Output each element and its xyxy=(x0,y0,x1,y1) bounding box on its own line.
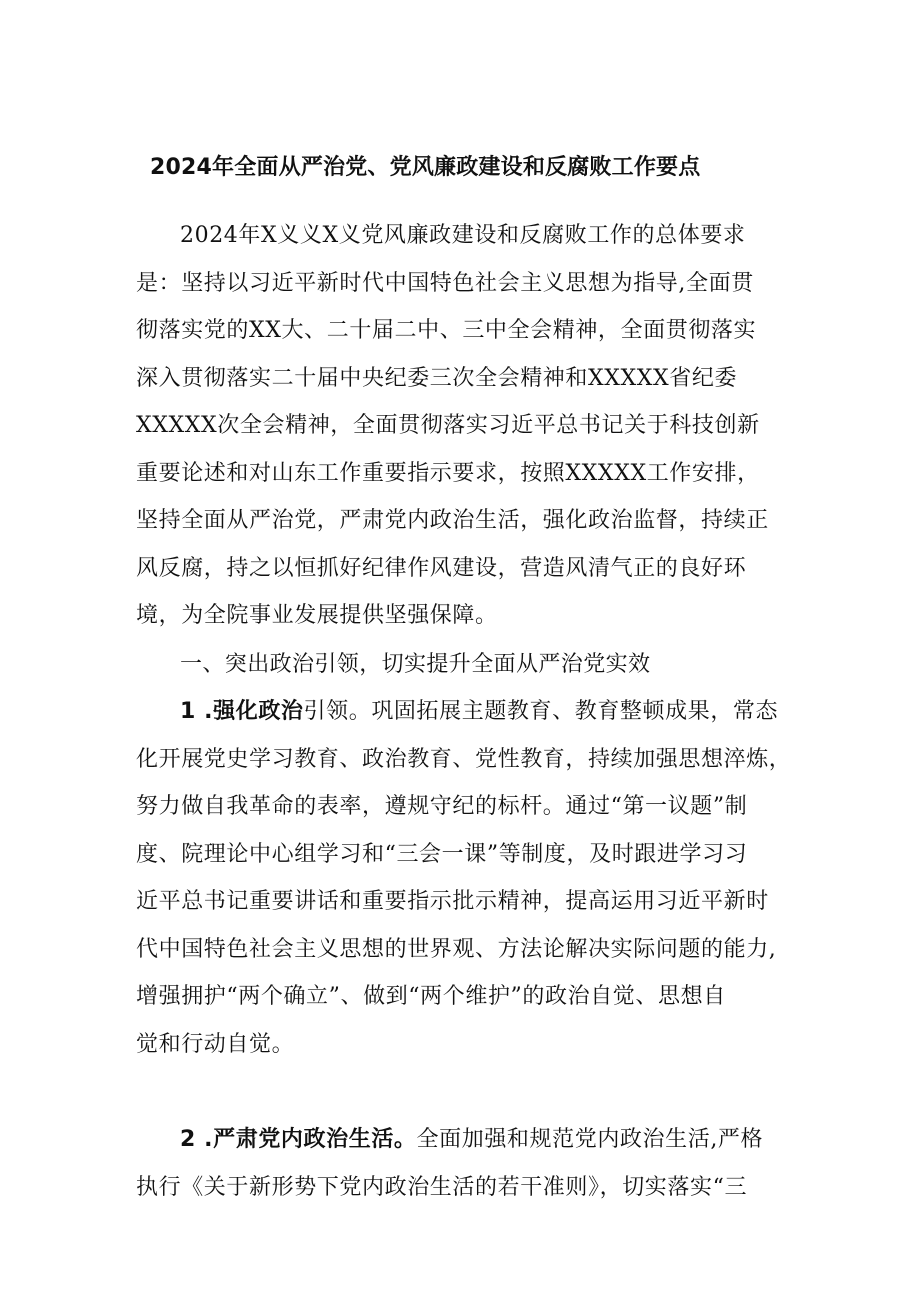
intro-line: 彻落实党的XX大、二十届二中、三中全会精神，全面贯彻落实 xyxy=(136,318,757,343)
intro-line: 风反腐，持之以恒抓好纪律作风建设，营造风清气正的良好环 xyxy=(136,555,747,581)
item-1-first-line-text: 引领。巩固拓展主题教育、教育整顿成果，常态 xyxy=(303,699,779,724)
item-1-line: 度、院理论中心组学习和“三会一课”等制度，及时跟进学习习 xyxy=(136,841,748,867)
item-1-title: 强化政治 xyxy=(213,699,304,724)
item-1-line: 近平总书记重要讲话和重要指示批示精神，提高运用习近平新时 xyxy=(136,889,769,914)
document-title: 2024年全面从严治党、党风廉政建设和反腐败工作要点 xyxy=(150,155,701,180)
intro-line: 境，为全院事业发展提供坚强保障。 xyxy=(136,603,498,628)
intro-line: 深入贯彻落实二十届中央纪委三次全会精神和XXXXX省纪委 xyxy=(136,365,738,391)
item-2-first-line xyxy=(136,1116,800,1164)
item-2-paragraph xyxy=(136,1116,800,1211)
item-2-line: 执行《关于新形势下党内政治生活的若干准则》，切实落实“三 xyxy=(136,1174,748,1200)
section-heading xyxy=(136,641,800,689)
item-1-line: 努力做自我革命的表率，遵规守纪的标杆。通过“第一议题”制 xyxy=(136,794,748,819)
item-2-title: 严肃党内政治生活。 xyxy=(213,1127,417,1152)
intro-line: 坚持全面从严治党，严肃党内政治生活，强化政治监督，持续正 xyxy=(136,508,769,533)
item-1-line: 觉和行动自觉。 xyxy=(136,1031,295,1057)
item-1-number: 1 . xyxy=(180,699,214,724)
item-1-line: 增强拥护“两个确立”、做到“两个维护”的政治自觉、思想自 xyxy=(136,984,726,1009)
intro-paragraph xyxy=(136,212,800,640)
item-1-line: 代中国特色社会主义思想的世界观、方法论解决实际问题的能力, xyxy=(136,936,777,962)
intro-line: 重要论述和对山东工作重要指示要求，按照XXXXX工作安排， xyxy=(136,460,760,486)
intro-line: 2024年X义义X义党风廉政建设和反腐败工作的总体要求 xyxy=(180,223,746,248)
item-1-paragraph xyxy=(136,688,800,1068)
item-2-first-line-text: 全面加强和规范党内政治生活,严格 xyxy=(416,1127,764,1152)
item-1-line: 化开展党史学习教育、政治教育、党性教育，持续加强思想淬炼， xyxy=(136,746,792,772)
section-heading-text: 一、突出政治引领，切实提升全面从严治党实效 xyxy=(180,652,651,677)
intro-line: XXXXX次全会精神，全面贯彻落实习近平总书记关于科技创新 xyxy=(136,413,760,438)
item-2-number: 2 . xyxy=(180,1127,214,1152)
item-1-first-line xyxy=(136,688,800,736)
intro-line: 是：坚持以习近平新时代中国特色社会主义思想为指导,全面贯 xyxy=(136,270,754,296)
